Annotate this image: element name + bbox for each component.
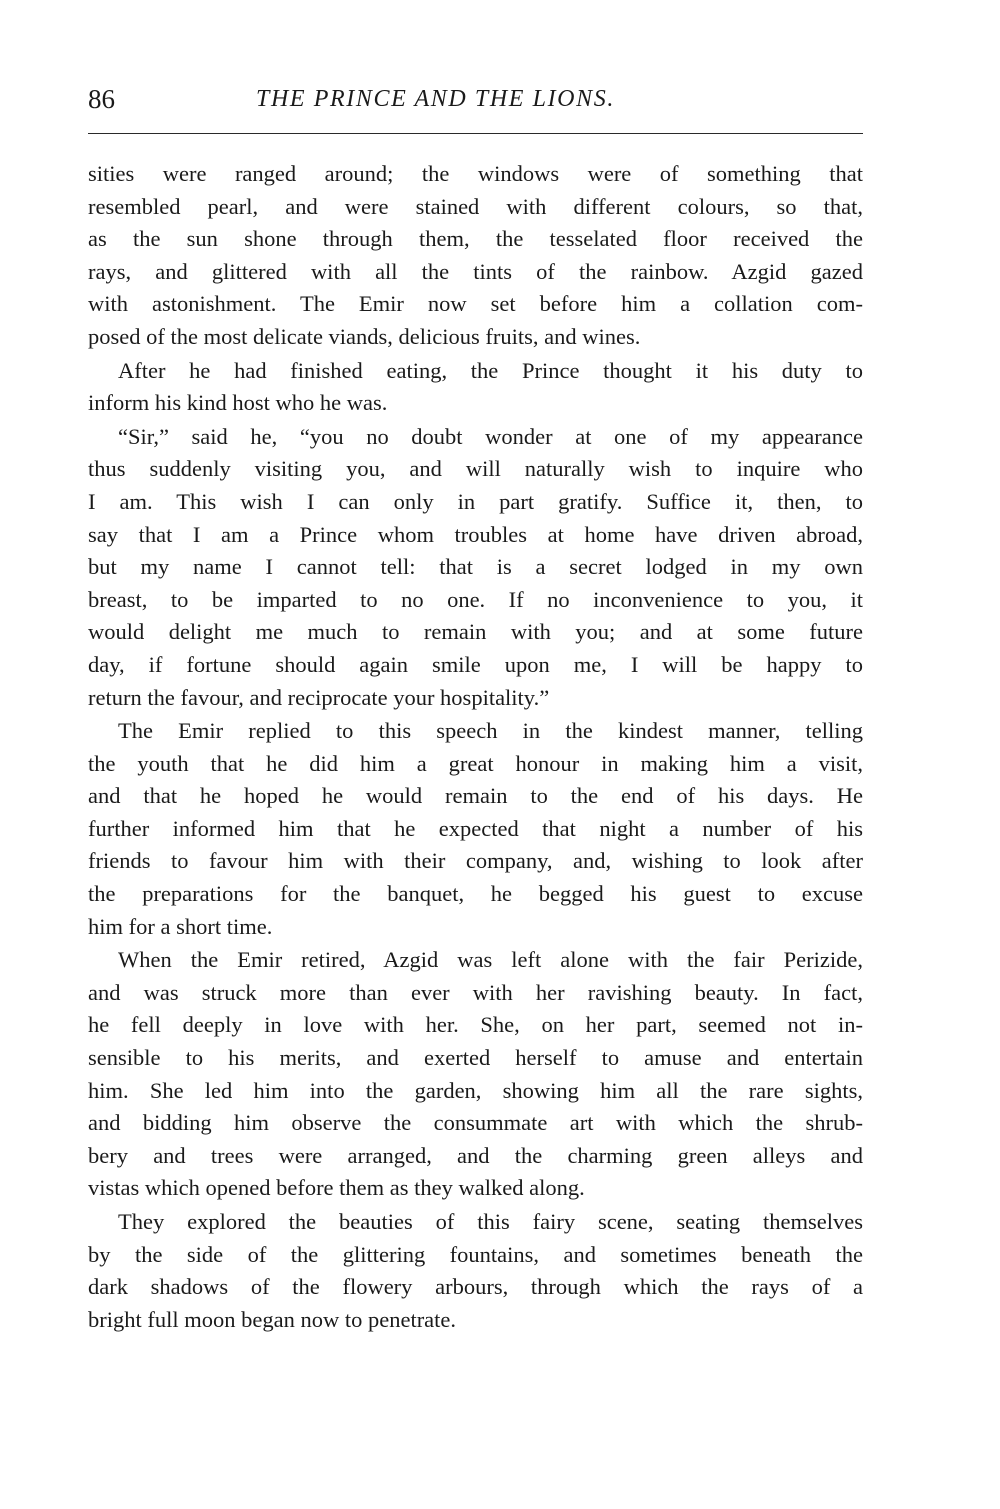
- paragraph: [88, 421, 863, 714]
- text-line: inform his kind host who he was.: [88, 390, 388, 416]
- text-line: say that I am a Prince whom troubles at home have driven abroad,: [88, 521, 863, 547]
- text-line: dark shadows of the flowery arbours, through which the rays of a: [88, 1274, 863, 1300]
- text-line: and bidding him observe the consummate art with which the shrub-: [88, 1110, 863, 1136]
- text-line: would delight me much to remain with you; and at some future: [88, 619, 863, 645]
- text-line: the youth that he did him a great honour in making him a visit,: [88, 750, 863, 776]
- paragraph: [88, 1206, 863, 1336]
- text-line: The Emir replied to this speech in the kindest manner, telling: [118, 718, 863, 744]
- running-title: THE PRINCE AND THE LIONS.: [256, 86, 615, 112]
- text-line: as the sun shone through them, the tesselated floor received the: [88, 226, 863, 252]
- text-line: further informed him that he expected that night a number of his: [88, 815, 863, 841]
- text-line: bery and trees were arranged, and the charming green alleys and: [88, 1142, 863, 1168]
- text-line: I am. This wish I can only in part gratify. Suffice it, then, to: [88, 488, 863, 514]
- text-line: thus suddenly visiting you, and will naturally wish to inquire who: [88, 456, 863, 482]
- text-line: bright full moon began now to penetrate.: [88, 1306, 457, 1332]
- text-line: and that he hoped he would remain to the end of his days. He: [88, 783, 863, 809]
- text-line: vistas which opened before them as they walked along.: [88, 1175, 585, 1201]
- text-line: by the side of the glittering fountains, and sometimes beneath the: [88, 1241, 863, 1267]
- text-line: return the favour, and reciprocate your hospitality.”: [88, 684, 550, 710]
- text-line: They explored the beauties of this fairy scene, seating themselves: [118, 1209, 863, 1234]
- text-line: but my name I cannot tell: that is a secret lodged in my own: [88, 554, 863, 580]
- text-line: After he had finished eating, the Prince thought it his duty to: [118, 357, 863, 383]
- text-line: posed of the most delicate viands, delicious fruits, and wines.: [88, 323, 641, 349]
- text-line: sities were ranged around; the windows were of something that: [88, 161, 863, 186]
- text-line: with astonishment. The Emir now set before him a collation com-: [88, 291, 863, 317]
- text-line: breast, to be imparted to no one. If no inconvenience to you, it: [88, 586, 863, 612]
- text-line: “Sir,” said he, “you no doubt wonder at one of my appearance: [118, 423, 863, 449]
- text-line: sensible to his merits, and exerted herself to amuse and entertain: [88, 1045, 863, 1071]
- text-line: day, if fortune should again smile upon me, I will be happy to: [88, 651, 863, 677]
- text-line: and was struck more than ever with her ravishing beauty. In fact,: [88, 979, 863, 1005]
- page-number: 86: [88, 84, 115, 114]
- paragraph: [88, 355, 863, 420]
- paragraph: [88, 715, 863, 943]
- paragraph: [88, 158, 863, 354]
- text-line: him. She led him into the garden, showing him all the rare sights,: [88, 1077, 863, 1103]
- page-header: [88, 84, 863, 124]
- text-line: When the Emir retired, Azgid was left alone with the fair Perizide,: [118, 947, 863, 973]
- text-line: resembled pearl, and were stained with different colours, so that,: [88, 193, 863, 219]
- body-text: [88, 158, 863, 1336]
- text-line: the preparations for the banquet, he begged his guest to excuse: [88, 881, 863, 907]
- paragraph: [88, 944, 863, 1205]
- text-line: rays, and glittered with all the tints of the rainbow. Azgid gazed: [88, 258, 863, 284]
- header-rule: [88, 133, 863, 134]
- text-line: him for a short time.: [88, 913, 273, 939]
- text-line: friends to favour him with their company, and, wishing to look after: [88, 848, 863, 874]
- text-line: he fell deeply in love with her. She, on her part, seemed not in-: [88, 1012, 863, 1038]
